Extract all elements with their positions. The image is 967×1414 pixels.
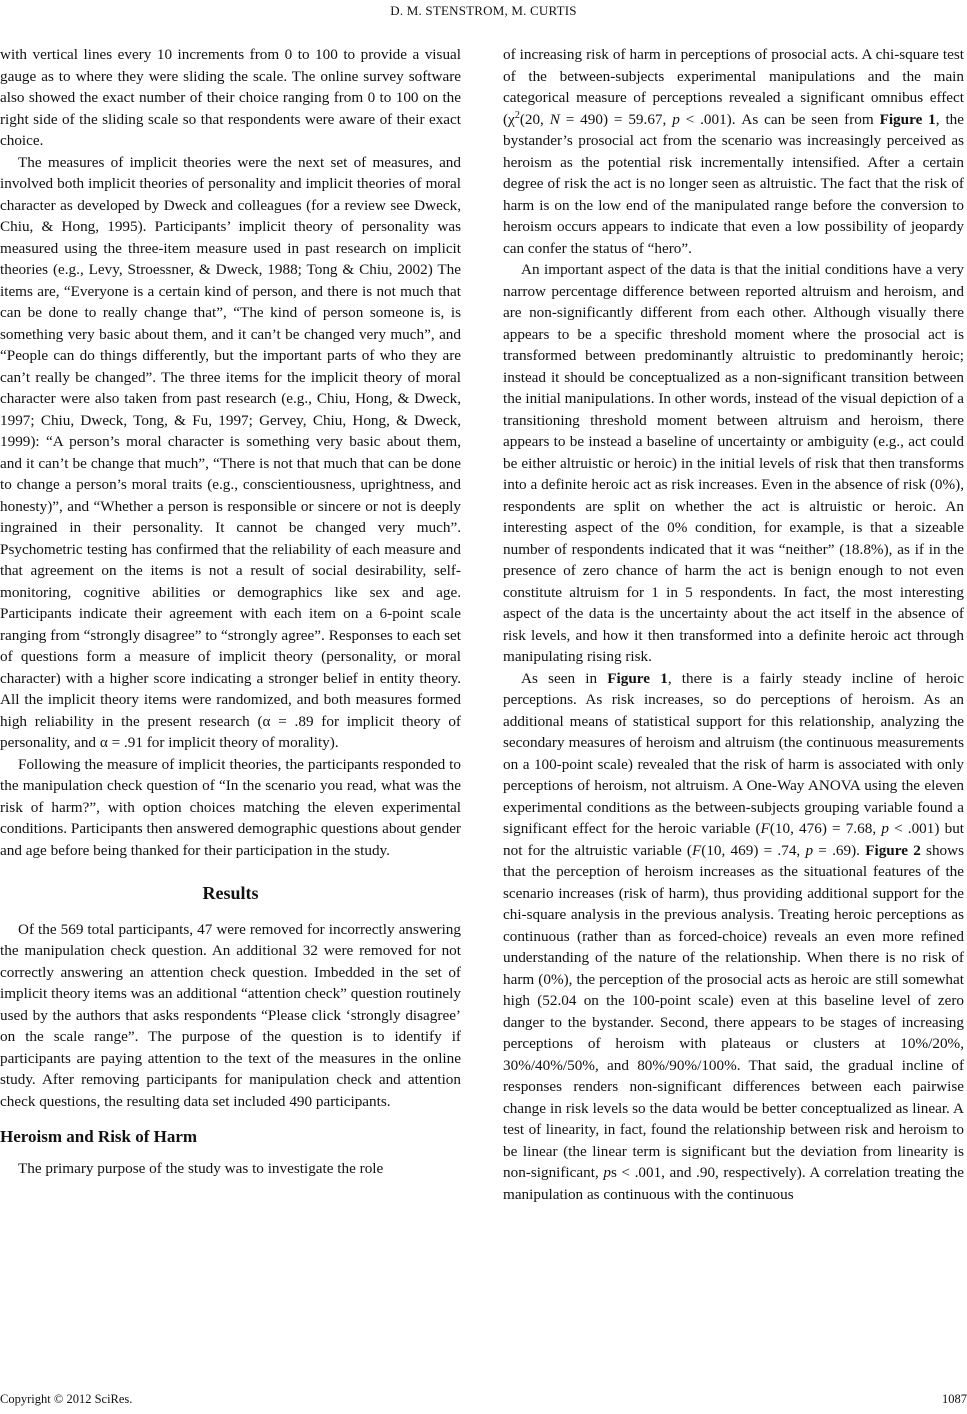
section-heading-results: Results — [202, 883, 259, 903]
paragraph: Following the measure of implicit theories, the participants responded to the manipulation check question of “In the scenario you read, what was the risk of harm?”, with option choices matching the eleven experimental conditions. Participants then answered demographic questions about gender and age before being thanked for their participation in the study. — [0, 755, 461, 859]
page-number: 1087 — [942, 1392, 967, 1406]
paragraph: The measures of implicit theories were the next set of measures, and involved both implicit theories of personality and implicit theories of moral character as developed by Dweck and colleagues (for a review see Dweck, Chiu, & Hong, 1995). Participants’ implicit theory of personality was measured using the three-item measure used in past research on implicit theories (e.g., Levy, Stroessner, & Dweck, 1988; Tong & Chiu, 2002) The items are, “Everyone is a certain kind of person, and there is not much that can be done to really change that”, “The kind of person someone is, is something very basic about them, and it can’t be changed very much”, and “People can do things differently, but the important parts of who they are can’t really be changed”. The three items for the implicit theory of moral character were also taken from past research (e.g., Chiu, Hong, & Dweck, 1997; Chiu, Dweck, Tong, & Fu, 1997; Gervey, Chiu, Hong, & Dweck, 1999): “A person’s moral character is something very basic about them, and it can’t be change that much”, “There is not that much that can be done to change a person’s moral traits (e.g., conscientiousness, uprightness, and honesty)”, and “Whether a person is responsible or sincere or not is deeply ingrained in their personality. It cannot be changed very much”. Psychometric testing has confirmed that the reliability of each measure and that agreement on the items is not a result of social desirability, self-monitoring, cognitive abilities or demographics like sex and age. Participants indicate their agreement with each item on a 6-point scale ranging from “strongly disagree” to “strongly agree”. Responses to each set of questions form a measure of implicit theory (personality, or moral character) with a higher score indicating a stronger belief in entity theory. All the implicit theory items were randomized, and both measures formed high reliability in the present research (α = .89 for implicit theory of personality, and α = .91 for implicit theory of morality). — [0, 153, 461, 751]
copyright-footer: Copyright © 2012 SciRes. — [0, 1392, 133, 1406]
figure-reference: Figure 2 — [865, 841, 921, 859]
paragraph: with vertical lines every 10 increments from 0 to 100 to provide a visual gauge as to where they were sliding the scale. The online survey software also showed the exact number of their choice ranging from 0 to 100 on the right side of the sliding scale so that respondents were aware of their exact choice. — [0, 46, 461, 149]
paragraph: An important aspect of the data is that the initial conditions have a very narrow percentage difference between reported altruism and heroism, and are non-significantly different from each other. Although visually there appears to be a specific threshold moment where the prosocial act is transformed between predominantly altruistic to predominantly heroic; instead it should be conceptualized as a non-significant transition between the initial manipulations. In other words, instead of the visual depiction of a transitioning threshold moment between altruism and heroism, there appears to be instead a baseline of uncertainty or ambiguity (e.g., act could be either altruistic or heroic) in the initial levels of risk that then transforms into a definite heroic act as risk increases. Even in the absence of risk (0%), respondents are split on whether the act is altruistic or heroic. An interesting aspect of the 0% condition, for example, is that a sizeable number of respondents indicated that it was “neither” (18.8%), as if in the presence of zero chance of harm the act is benign enough to not even constitute altruism for 1 in 5 respondents. In fact, the most interesting aspect of the data is the uncertainty about the act itself in the absence of risk levels, and how it then transformed into a definite heroic act through manipulating rising risk. — [503, 261, 964, 665]
figure-reference: Figure 1 — [607, 669, 668, 687]
paragraph: As seen in Figure 1, there is a fairly steady incline of heroic perceptions. As risk increases, so do perceptions of heroism. As an additional means of statistical support for this relationship, analyzing the secondary measures of heroism and altruism (the continuous measurements on a 100-point scale) revealed that the risk of harm is associated with only perceptions of heroism, not altruism. A One-Way ANOVA using the eleven experimental conditions as the between-subjects grouping variable found a significant effect for the heroic variable (F(10, 476) = 7.68, p < .001) but not for the altruistic variable (F(10, 469) = .74, p = .69). Figure 2 shows that the perception of heroism increases as the situational features of the scenario increases (risk of harm), thus providing additional support for the chi-square analysis in the previous analysis. Treating heroic perceptions as continuous (rather than as forced-choice) reveals an even more refined understanding of the nature of the relationship. When there is no risk of harm (0%), the perception of the prosocial acts as heroic are still somewhat high (52.04 on the 100-point scale) even at this baseline level of zero danger to the bystander. Second, there appears to be stages of increasing perceptions of heroism with plateaus or clusters at 10%/20%, 30%/40%/50%, and 80%/90%/100%. That said, the gradual incline of responses renders non-significant differences between each pairwise change in risk levels so the data would be better conceptualized as linear. A test of linearity, in fact, found the relationship between risk and heroism to be linear (the linear term is significant but the deviation from linearity is non-significant, ps < .001, and .90, respectively). A correlation treating the manipulation as continuous with the continuous — [503, 669, 965, 1203]
paragraph: of increasing risk of harm in perceptions of prosocial acts. A chi-square test of the between-subjects experimental manipulations and the main categorical measure of perceptions revealed a significant omnibus effect ($\chi^2(20$, N = 490) = 59.67, p < .001). As can be seen from Figure 1, the bystander’s prosocial act from the scenario was increasingly perceived as heroism as the potential risk incrementally intensified. After a certain degree of risk the act is no longer seen as altruistic. The fact that the risk of harm is on the low end of the manipulated range before the conversion to heroism occurs appears to indicate that even a low possibility of jeopardy can confer the status of “hero”. — [503, 46, 965, 257]
subsection-heading: Heroism and Risk of Harm — [0, 1127, 198, 1146]
left-column — [0, 44, 461, 1179]
right-column — [503, 44, 964, 1205]
figure-reference: Figure 1 — [879, 110, 936, 128]
running-head: D. M. STENSTROM, M. CURTIS — [390, 3, 577, 18]
paragraph: The primary purpose of the study was to investigate the role — [18, 1159, 384, 1177]
paragraph: Of the 569 total participants, 47 were removed for incorrectly answering the manipulation check question. An additional 32 were removed for not correctly answering an attention check question. Imbedded in the set of implicit theory items was an additional “attention check” question routinely used by the authors that asks respondents “Please click ‘strongly disagree’ on the scale range”. The purpose of the question is to identify if participants are paying attention to the text of the measures in the online study. After removing participants for manipulation check and attention check questions, the resulting data set included 490 participants. — [0, 920, 461, 1110]
